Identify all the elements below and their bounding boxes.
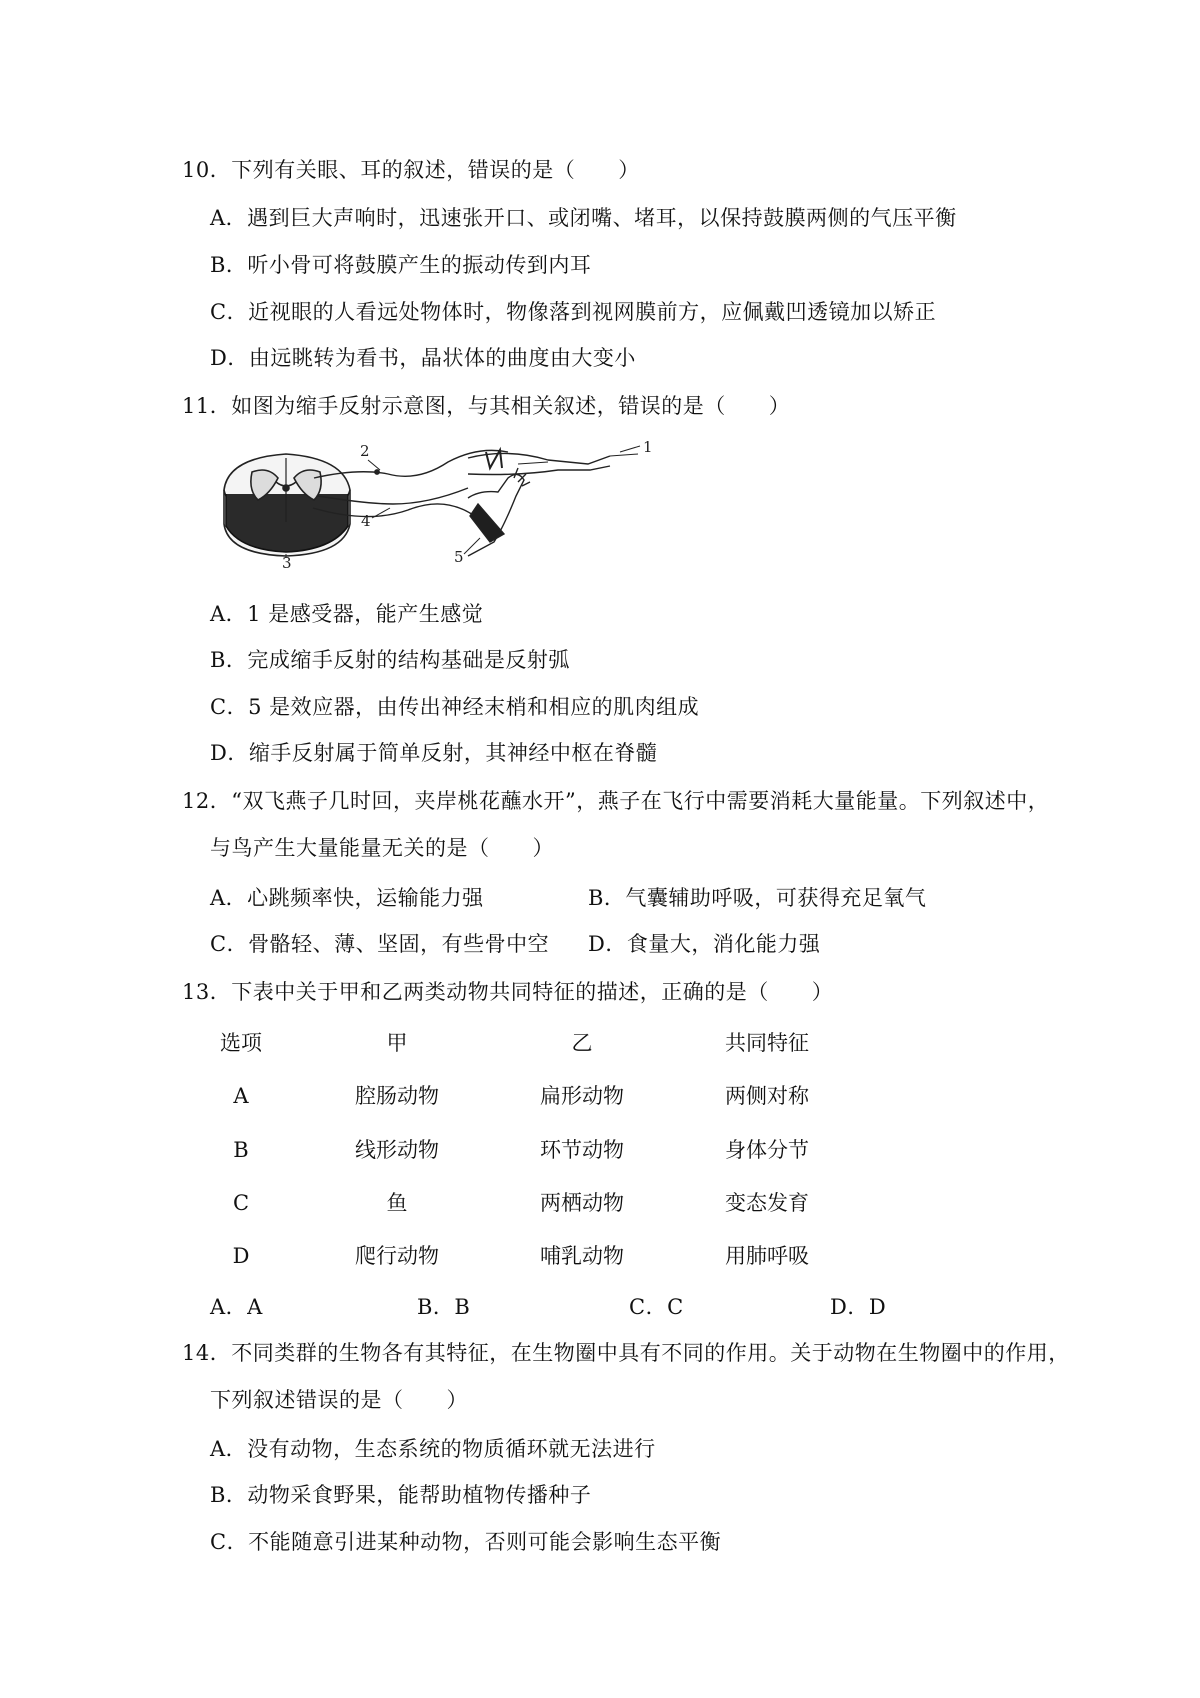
q13-option-b: B．B [417, 1295, 471, 1319]
q11-option-c: C．5 是效应器，由传出神经末梢和相应的肌肉组成 [210, 695, 700, 719]
q10-option-c: C．近视眼的人看远处物体时，物像落到视网膜前方，应佩戴凹透镜加以矫正 [210, 300, 937, 324]
table-cell: 腔肠动物 [355, 1084, 439, 1108]
q10-stem: 10．下列有关眼、耳的叙述，错误的是（ ） [182, 158, 640, 182]
table-cell: 两侧对称 [725, 1084, 809, 1108]
label-3: 3 [282, 554, 292, 568]
q12-stem-line2: 与鸟产生大量能量无关的是（ ） [210, 836, 554, 860]
table-cell: 两栖动物 [540, 1191, 624, 1215]
table-cell: D [232, 1244, 250, 1268]
q12-stem-line1: 12．“双飞燕子几时回，夹岸桃花蘸水开”，燕子在飞行中需要消耗大量能量。下列叙述中， [182, 789, 1050, 813]
label-1: 1 [643, 438, 653, 456]
table-cell: C [232, 1191, 250, 1215]
spinal-cord-slice [224, 454, 350, 556]
table-header: 共同特征 [725, 1031, 809, 1055]
q14-option-c: C．不能随意引进某种动物，否则可能会影响生态平衡 [210, 1530, 722, 1554]
q11-option-b: B．完成缩手反射的结构基础是反射弧 [210, 648, 570, 672]
label-4: 4 [361, 512, 371, 530]
q12-option-c: C．骨骼轻、薄、坚固，有些骨中空 [210, 932, 550, 956]
table-cell: B [233, 1138, 249, 1162]
q14-option-b: B．动物采食野果，能帮助植物传播种子 [210, 1483, 592, 1507]
q11-stem: 11．如图为缩手反射示意图，与其相关叙述，错误的是（ ） [182, 394, 791, 418]
table-cell: 哺乳动物 [540, 1244, 624, 1268]
table-cell: 身体分节 [725, 1138, 809, 1162]
table-header: 甲 [386, 1031, 408, 1055]
arm-and-hand [468, 450, 638, 556]
label-5: 5 [454, 548, 464, 566]
table-header: 选项 [220, 1031, 262, 1055]
label-2: 2 [360, 442, 370, 460]
q13-option-a: A．A [210, 1295, 263, 1319]
table-cell: 变态发育 [725, 1191, 809, 1215]
q13-stem: 13．下表中关于甲和乙两类动物共同特征的描述，正确的是（ ） [182, 980, 834, 1004]
table-cell: 扁形动物 [540, 1084, 624, 1108]
table-cell: 环节动物 [540, 1138, 624, 1162]
q10-option-b: B．听小骨可将鼓膜产生的振动传到内耳 [210, 253, 592, 277]
q12-option-b: B．气囊辅助呼吸，可获得充足氧气 [588, 886, 927, 910]
q11-option-a: A．1 是感受器，能产生感觉 [210, 602, 484, 626]
table-cell: 鱼 [386, 1191, 408, 1215]
q14-stem-line2: 下列叙述错误的是（ ） [210, 1388, 468, 1412]
table-cell: 用肺呼吸 [725, 1244, 809, 1268]
table-cell: A [233, 1084, 249, 1108]
table-cell: 线形动物 [355, 1138, 439, 1162]
table-header: 乙 [571, 1031, 593, 1055]
q12-option-d: D．食量大，消化能力强 [588, 932, 821, 956]
q10-option-d: D．由远眺转为看书，晶状体的曲度由大变小 [210, 346, 636, 370]
q11-option-d: D．缩手反射属于简单反射，其神经中枢在脊髓 [210, 741, 658, 765]
reflex-arc-diagram [218, 438, 668, 568]
q12-option-a: A．心跳频率快，运输能力强 [210, 886, 484, 910]
q13-option-c: C．C [629, 1295, 684, 1319]
q10-option-a: A．遇到巨大声响时，迅速张开口、或闭嘴、堵耳，以保持鼓膜两侧的气压平衡 [210, 206, 957, 230]
q13-option-d: D．D [830, 1295, 887, 1319]
table-cell: 爬行动物 [355, 1244, 439, 1268]
q14-stem-line1: 14．不同类群的生物各有其特征，在生物圈中具有不同的作用。关于动物在生物圈中的作用， [182, 1341, 1070, 1365]
q14-option-a: A．没有动物，生态系统的物质循环就无法进行 [210, 1437, 656, 1461]
